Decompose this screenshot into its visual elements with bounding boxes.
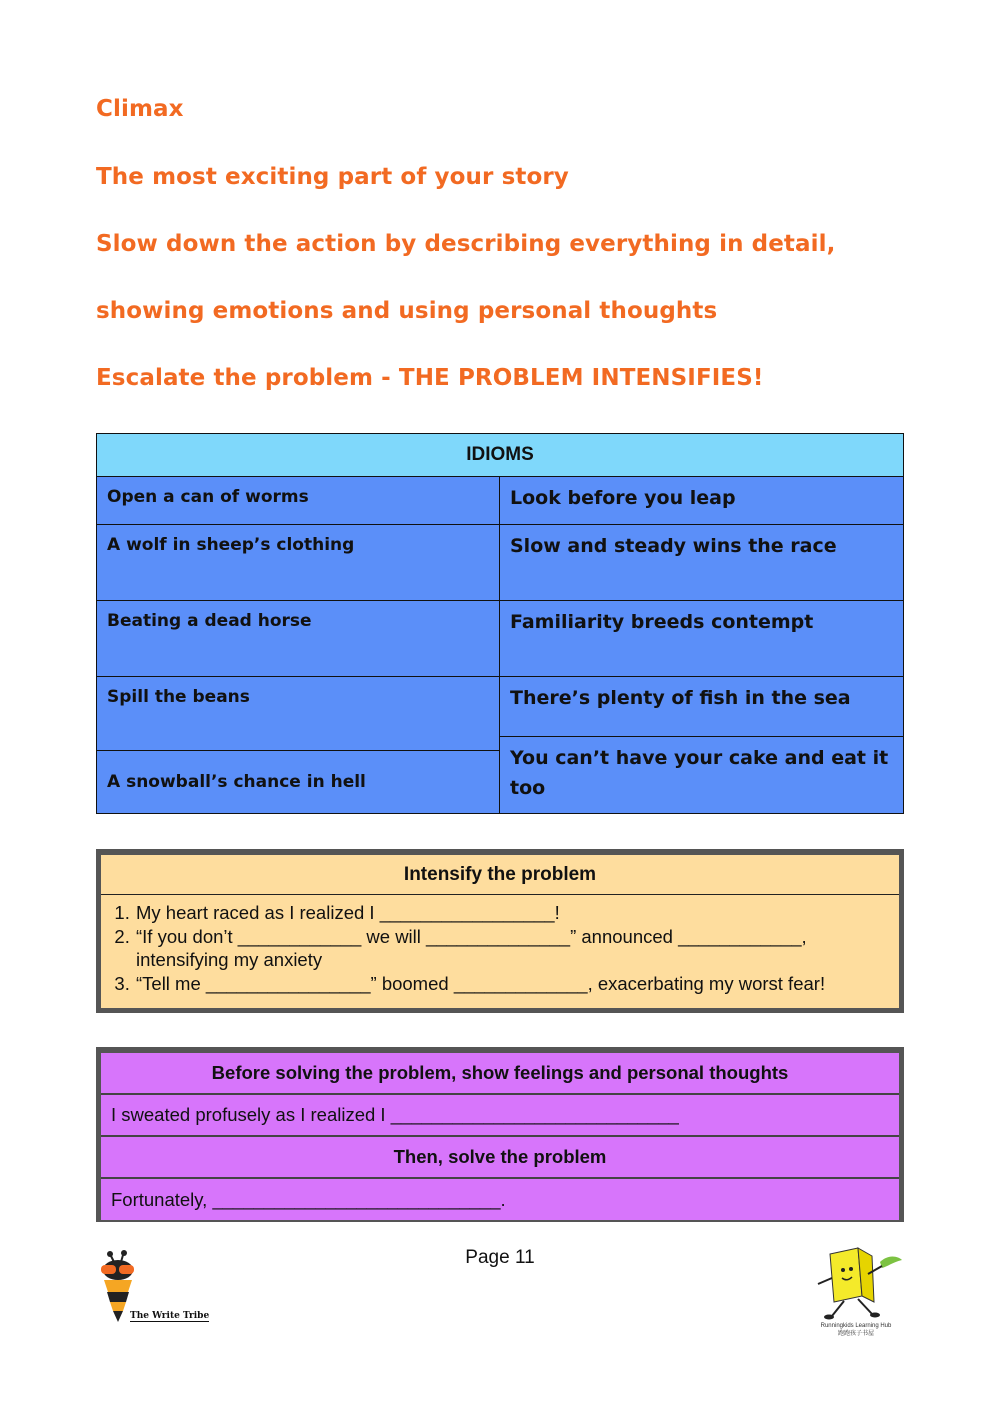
- idiom-cell: Slow and steady wins the race: [500, 525, 903, 601]
- subtitle: The most exciting part of your story: [96, 164, 569, 190]
- section-title: Climax: [96, 96, 184, 122]
- idioms-header: IDIOMS: [97, 434, 903, 477]
- intensify-item: 3. “Tell me ________________” boomed _____________, exacerbating my worst fear!: [135, 972, 899, 996]
- idiom-cell: Open a can of worms: [97, 477, 499, 525]
- idiom-cell: Spill the beans: [97, 677, 499, 751]
- idiom-cell: Beating a dead horse: [97, 601, 499, 677]
- idioms-table: [96, 433, 904, 814]
- idioms-left-column: [97, 477, 500, 813]
- write-tribe-caption: The Write Tribe: [130, 1311, 210, 1321]
- learning-hub-name: Runningkids Learning Hub: [820, 1323, 892, 1329]
- intensify-list: [101, 901, 899, 995]
- intensify-title: Intensify the problem: [101, 855, 899, 895]
- solve-prompt: Fortunately, ____________________________.: [111, 1189, 506, 1210]
- solve-title: Then, solve the problem: [101, 1137, 899, 1179]
- idiom-cell: A wolf in sheep’s clothing: [97, 525, 499, 601]
- learning-hub-logo: [810, 1244, 910, 1344]
- intensify-item: 2. “If you don’t ____________ we will ______________” announced ____________, intensifying my anxiety: [135, 925, 899, 972]
- instruction-line-1: Slow down the action by describing everything in detail,: [96, 231, 836, 257]
- running-book-icon: [810, 1244, 910, 1322]
- idioms-right-column: [500, 477, 903, 813]
- intensify-item: 1. My heart raced as I realized I _________________!: [135, 901, 899, 925]
- feelings-box: [96, 1047, 904, 1222]
- intensify-box: [96, 849, 904, 1013]
- idiom-cell: Look before you leap: [500, 477, 903, 525]
- idiom-cell: A snowball’s chance in hell: [107, 772, 366, 792]
- instruction-line-2: showing emotions and using personal thoughts: [96, 298, 718, 324]
- instruction-line-3: Escalate the problem - THE PROBLEM INTENSIFIES!: [96, 365, 764, 391]
- feelings-title: Before solving the problem, show feelings and personal thoughts: [101, 1053, 899, 1095]
- idiom-cell: Familiarity breeds contempt: [500, 601, 903, 677]
- idiom-cell: You can’t have your cake and eat it too: [510, 747, 889, 799]
- page-number: Page 11: [465, 1247, 535, 1268]
- learning-hub-subname: 跑跑孩子书屋: [837, 1331, 874, 1337]
- learning-hub-caption: [810, 1322, 902, 1338]
- feelings-prompt: I sweated profusely as I realized I ____________________________: [101, 1095, 899, 1137]
- idiom-cell: There’s plenty of fish in the sea: [500, 677, 903, 737]
- write-tribe-logo: [98, 1250, 208, 1330]
